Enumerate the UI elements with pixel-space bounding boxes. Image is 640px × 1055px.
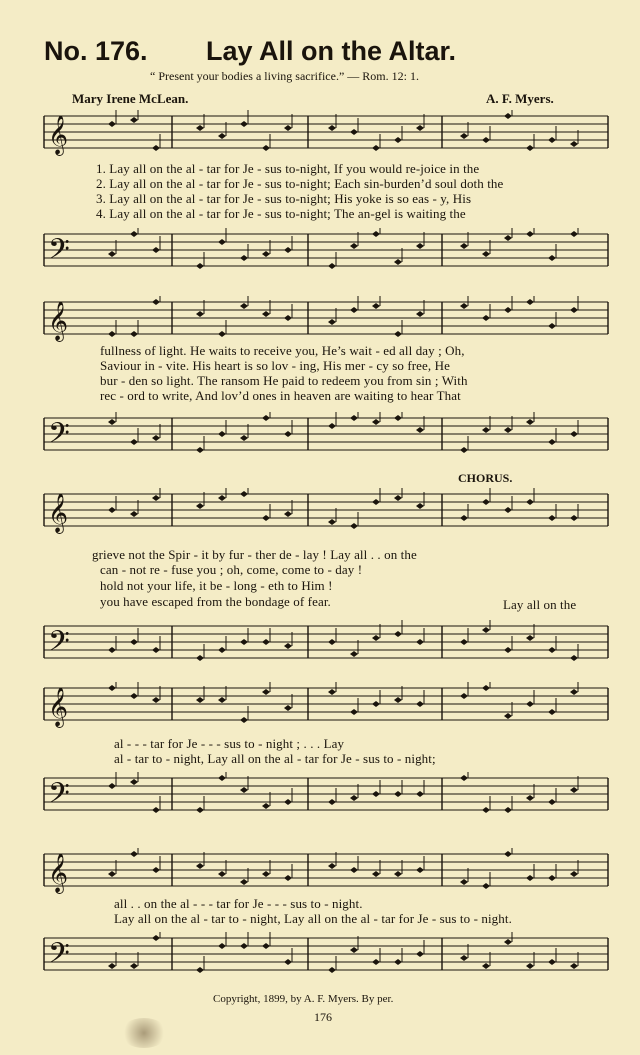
staff-engraving xyxy=(42,772,610,822)
note-head xyxy=(218,871,226,877)
treble-staff xyxy=(42,296,610,346)
note-head xyxy=(130,639,138,645)
note-head xyxy=(130,331,138,337)
note-head xyxy=(394,137,402,143)
note-head xyxy=(416,427,424,433)
note-head xyxy=(570,871,578,877)
note-head xyxy=(262,311,270,317)
note-head xyxy=(570,431,578,437)
note-head xyxy=(548,875,556,881)
note-head xyxy=(482,627,490,633)
note-head xyxy=(526,795,534,801)
note-head xyxy=(504,507,512,513)
note-head xyxy=(372,231,380,237)
bass-clef-icon: 𝄢 xyxy=(48,233,70,273)
note-head xyxy=(328,689,336,695)
note-head xyxy=(218,775,226,781)
note-head xyxy=(284,431,292,437)
note-head xyxy=(240,787,248,793)
hymn-number: No. 176. xyxy=(44,36,148,66)
note-head xyxy=(372,499,380,505)
note-head xyxy=(328,319,336,325)
note-head xyxy=(130,117,138,123)
note-head xyxy=(416,125,424,131)
note-head xyxy=(350,651,358,657)
verse-1-lyric-line: grieve not the Spir - it by fur - ther de - lay ! Lay all . . on the xyxy=(92,547,417,562)
note-head xyxy=(284,705,292,711)
treble-clef-icon: 𝄞 xyxy=(48,493,69,533)
note-head xyxy=(218,697,226,703)
note-head xyxy=(130,851,138,857)
note-head xyxy=(108,647,116,653)
note-head xyxy=(350,243,358,249)
staff-engraving xyxy=(42,848,610,898)
treble-clef-icon: 𝄞 xyxy=(48,115,69,155)
note-head xyxy=(350,307,358,313)
note-head xyxy=(570,231,578,237)
note-head xyxy=(328,863,336,869)
note-head xyxy=(218,431,226,437)
verse-1-lyric-line: 1. Lay all on the al - tar for Je - sus to-night, If you would re-joice in the xyxy=(96,161,480,176)
page-number: 176 xyxy=(314,1010,332,1024)
bass-staff xyxy=(42,412,610,462)
note-head xyxy=(196,807,204,813)
hymn-title: Lay All on the Altar. xyxy=(206,36,457,66)
note-head xyxy=(240,717,248,723)
note-head xyxy=(328,125,336,131)
note-head xyxy=(372,303,380,309)
note-head xyxy=(548,515,556,521)
note-head xyxy=(482,685,490,691)
note-head xyxy=(196,503,204,509)
note-head xyxy=(416,503,424,509)
note-head xyxy=(218,495,226,501)
note-head xyxy=(570,515,578,521)
note-head xyxy=(196,697,204,703)
note-head xyxy=(152,935,160,941)
staff-engraving xyxy=(42,412,610,462)
note-head xyxy=(548,709,556,715)
note-head xyxy=(460,515,468,521)
note-head xyxy=(108,685,116,691)
note-head xyxy=(526,299,534,305)
note-head xyxy=(460,303,468,309)
note-head xyxy=(284,247,292,253)
note-head xyxy=(218,239,226,245)
note-head xyxy=(570,689,578,695)
note-head xyxy=(350,415,358,421)
note-head xyxy=(372,419,380,425)
note-head xyxy=(460,775,468,781)
note-head xyxy=(152,247,160,253)
composer-credit: A. F. Myers. xyxy=(486,91,554,106)
note-head xyxy=(130,231,138,237)
treble-staff xyxy=(42,110,610,160)
note-head xyxy=(108,507,116,513)
note-head xyxy=(328,519,336,525)
note-head xyxy=(372,701,380,707)
note-head xyxy=(504,307,512,313)
note-head xyxy=(570,787,578,793)
scripture-epigraph: “ Present your bodies a living sacrifice.” — Rom. 12: 1. xyxy=(150,69,419,83)
note-head xyxy=(548,647,556,653)
treble-staff xyxy=(42,488,610,538)
chorus-bass-lyric-line: Lay all on the al - tar to - night, Lay all on the al - tar for Je - sus to - night. xyxy=(114,911,512,926)
staff-engraving xyxy=(42,110,610,160)
bass-clef-icon: 𝄢 xyxy=(48,625,70,665)
note-head xyxy=(526,701,534,707)
note-head xyxy=(548,323,556,329)
note-head xyxy=(152,299,160,305)
verse-3-lyric-line: 3. Lay all on the al - tar for Je - sus to-night; His yoke is so eas - y, His xyxy=(96,191,472,206)
note-head xyxy=(130,693,138,699)
note-head xyxy=(284,315,292,321)
note-head xyxy=(372,871,380,877)
note-head xyxy=(196,311,204,317)
note-head xyxy=(504,851,512,857)
note-head xyxy=(570,963,578,969)
note-head xyxy=(240,943,248,949)
note-head xyxy=(130,439,138,445)
note-head xyxy=(526,963,534,969)
note-head xyxy=(482,137,490,143)
note-head xyxy=(394,631,402,637)
chorus-treble-lyric-line: all . . on the al - - - tar for Je - - - sus to - night. xyxy=(114,896,363,911)
verse-3-lyric-line: bur - den so light. The ransom He paid to redeem you from sin ; With xyxy=(100,373,468,388)
note-head xyxy=(394,259,402,265)
note-head xyxy=(394,959,402,965)
note-head xyxy=(240,121,248,127)
note-head xyxy=(548,959,556,965)
treble-clef-icon: 𝄞 xyxy=(48,301,69,341)
note-head xyxy=(394,697,402,703)
note-head xyxy=(460,955,468,961)
note-head xyxy=(328,967,336,973)
chorus-bass-lyric-line: al - tar to - night, Lay all on the al - tar for Je - sus to - night; xyxy=(114,751,436,766)
verse-2-lyric-line: Saviour in - vite. His heart is so lov - ing, His mer - cy so free, He xyxy=(100,358,450,373)
note-head xyxy=(504,647,512,653)
bass-clef-icon: 𝄢 xyxy=(48,417,70,457)
note-head xyxy=(196,655,204,661)
note-head xyxy=(460,447,468,453)
note-head xyxy=(130,511,138,517)
note-head xyxy=(130,963,138,969)
note-head xyxy=(372,635,380,641)
note-head xyxy=(482,883,490,889)
note-head xyxy=(108,963,116,969)
verse-4-lyric-line: 4. Lay all on the al - tar for Je - sus to-night; The an-gel is waiting the xyxy=(96,206,466,221)
note-head xyxy=(152,495,160,501)
note-head xyxy=(196,967,204,973)
note-head xyxy=(108,251,116,257)
note-head xyxy=(108,121,116,127)
note-head xyxy=(460,133,468,139)
note-head xyxy=(416,791,424,797)
bass-staff xyxy=(42,228,610,278)
note-head xyxy=(350,795,358,801)
note-head xyxy=(416,639,424,645)
note-head xyxy=(240,639,248,645)
note-head xyxy=(526,875,534,881)
copyright-notice: Copyright, 1899, by A. F. Myers. By per. xyxy=(213,993,394,1005)
note-head xyxy=(460,693,468,699)
note-head xyxy=(152,867,160,873)
note-head xyxy=(416,701,424,707)
note-head xyxy=(394,871,402,877)
note-head xyxy=(548,255,556,261)
note-head xyxy=(570,655,578,661)
note-head xyxy=(240,879,248,885)
note-head xyxy=(108,331,116,337)
note-head xyxy=(548,137,556,143)
note-head xyxy=(328,423,336,429)
note-head xyxy=(416,311,424,317)
note-head xyxy=(504,939,512,945)
note-head xyxy=(108,419,116,425)
note-head xyxy=(328,263,336,269)
note-head xyxy=(152,435,160,441)
note-head xyxy=(108,871,116,877)
note-head xyxy=(526,231,534,237)
note-head xyxy=(394,331,402,337)
note-head xyxy=(240,491,248,497)
note-head xyxy=(394,495,402,501)
note-head xyxy=(152,697,160,703)
note-head xyxy=(548,439,556,445)
note-head xyxy=(460,879,468,885)
treble-clef-icon: 𝄞 xyxy=(48,687,69,727)
note-head xyxy=(328,639,336,645)
note-head xyxy=(350,523,358,529)
note-head xyxy=(262,415,270,421)
verse-3-lyric-line: hold not your life, it be - long - eth to Him ! xyxy=(100,578,333,593)
treble-staff xyxy=(42,848,610,898)
note-head xyxy=(372,791,380,797)
note-head xyxy=(240,435,248,441)
note-head xyxy=(284,959,292,965)
note-head xyxy=(218,133,226,139)
note-head xyxy=(328,799,336,805)
bass-clef-icon: 𝄢 xyxy=(48,777,70,817)
bass-staff xyxy=(42,620,610,670)
staff-engraving xyxy=(42,682,610,732)
verse-2-lyric-line: 2. Lay all on the al - tar for Je - sus to-night; Each sin-burden’d soul doth the xyxy=(96,176,504,191)
note-head xyxy=(108,783,116,789)
note-head xyxy=(218,331,226,337)
staff-engraving xyxy=(42,488,610,538)
note-head xyxy=(350,867,358,873)
note-head xyxy=(482,251,490,257)
note-head xyxy=(240,255,248,261)
note-head xyxy=(526,635,534,641)
note-head xyxy=(262,871,270,877)
note-head xyxy=(350,709,358,715)
note-head xyxy=(482,427,490,433)
note-head xyxy=(350,947,358,953)
note-head xyxy=(372,959,380,965)
note-head xyxy=(460,639,468,645)
verse-1-lyric-line: fullness of light. He waits to receive you, He’s wait - ed all day ; Oh, xyxy=(100,343,465,358)
note-head xyxy=(196,263,204,269)
note-head xyxy=(152,807,160,813)
note-head xyxy=(394,415,402,421)
note-head xyxy=(196,125,204,131)
note-head xyxy=(130,779,138,785)
lyricist-credit: Mary Irene McLean. xyxy=(72,91,189,106)
paper-stain xyxy=(120,1018,168,1048)
note-head xyxy=(504,807,512,813)
bass-cue-lyric: Lay all on the xyxy=(503,597,577,612)
note-head xyxy=(262,689,270,695)
note-head xyxy=(526,419,534,425)
note-head xyxy=(262,515,270,521)
note-head xyxy=(482,315,490,321)
verse-2-lyric-line: can - not re - fuse you ; oh, come, come to - day ! xyxy=(100,562,363,577)
bass-staff xyxy=(42,772,610,822)
treble-clef-icon: 𝄞 xyxy=(48,853,69,893)
note-head xyxy=(196,447,204,453)
note-head xyxy=(504,235,512,241)
chorus-treble-lyric-line: al - - - tar for Je - - - sus to - night ; . . . Lay xyxy=(114,736,345,751)
note-head xyxy=(416,243,424,249)
note-head xyxy=(218,943,226,949)
treble-staff xyxy=(42,682,610,732)
note-head xyxy=(152,145,160,151)
note-head xyxy=(504,427,512,433)
note-head xyxy=(482,499,490,505)
note-head xyxy=(570,141,578,147)
note-head xyxy=(350,129,358,135)
note-head xyxy=(504,713,512,719)
verse-4-lyric-line: rec - ord to write, And lov’d ones in heaven are waiting to hear That xyxy=(100,388,461,403)
note-head xyxy=(284,875,292,881)
note-head xyxy=(482,963,490,969)
note-head xyxy=(482,807,490,813)
staff-engraving xyxy=(42,620,610,670)
bass-clef-icon: 𝄢 xyxy=(48,937,70,977)
note-head xyxy=(526,145,534,151)
note-head xyxy=(504,113,512,119)
note-head xyxy=(372,145,380,151)
note-head xyxy=(152,647,160,653)
note-head xyxy=(526,499,534,505)
note-head xyxy=(284,511,292,517)
note-head xyxy=(262,251,270,257)
note-head xyxy=(262,943,270,949)
note-head xyxy=(570,307,578,313)
note-head xyxy=(394,791,402,797)
note-head xyxy=(218,647,226,653)
note-head xyxy=(262,145,270,151)
note-head xyxy=(416,867,424,873)
note-head xyxy=(196,863,204,869)
note-head xyxy=(284,643,292,649)
note-head xyxy=(284,125,292,131)
verse-4-lyric-line: you have escaped from the bondage of fear. xyxy=(100,594,331,609)
note-head xyxy=(262,639,270,645)
note-head xyxy=(416,951,424,957)
staff-engraving xyxy=(42,296,610,346)
note-head xyxy=(460,243,468,249)
note-head xyxy=(240,303,248,309)
note-head xyxy=(548,799,556,805)
bass-staff xyxy=(42,932,610,982)
staff-engraving xyxy=(42,228,610,278)
note-head xyxy=(262,803,270,809)
note-head xyxy=(284,799,292,805)
staff-engraving xyxy=(42,932,610,982)
chorus-label: CHORUS. xyxy=(458,471,513,485)
